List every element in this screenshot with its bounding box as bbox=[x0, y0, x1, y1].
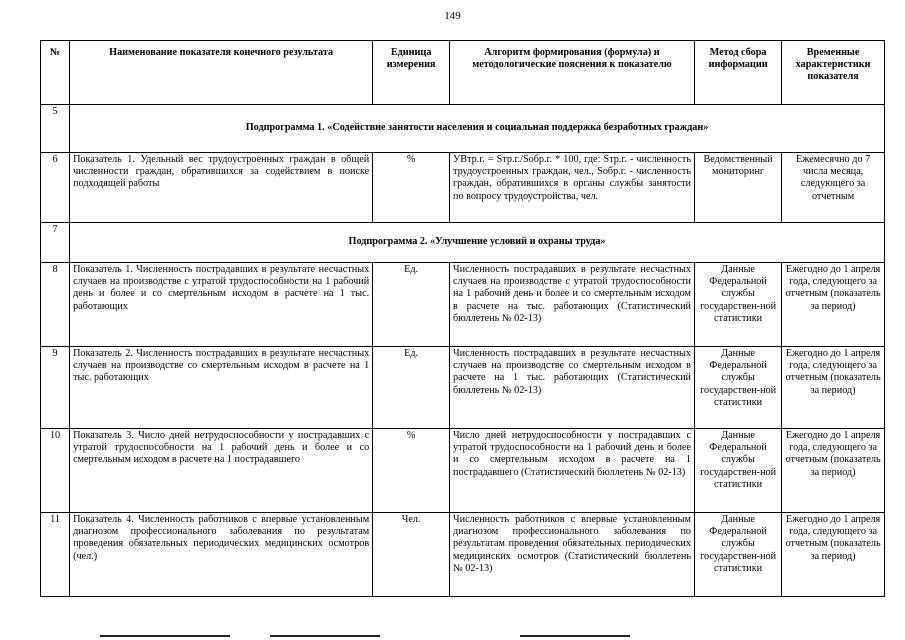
indicator-name: Показатель 1. Численность пострадавших в результате несчастных случаев на производстве с утратой трудоспособности на 1 рабочий день и более и со смертельным исходом в расчете на 1 тыс. работающих bbox=[70, 263, 373, 347]
indicator-unit: Чел. bbox=[373, 513, 450, 597]
header-time: Временные характеристики показателя bbox=[782, 41, 885, 105]
table-header-row bbox=[41, 41, 885, 105]
row-number: 8 bbox=[41, 263, 70, 347]
indicator-method: Ведомственный мониторинг bbox=[694, 153, 781, 223]
indicator-algorithm: Численность пострадавших в результате несчастных случаев на производстве с утратой трудоспособности на 1 рабочий день и более и со смертельным исходом в расчете на тыс. работающих (Статистический бюллетень № 02-13) bbox=[450, 263, 695, 347]
indicator-method: Данные Федеральной службы государствен-ной статистики bbox=[694, 347, 781, 429]
indicator-time: Ежегодно до 1 апреля года, следующего за отчетным (показатель за период) bbox=[782, 347, 885, 429]
subprogram-row bbox=[41, 223, 885, 263]
indicator-algorithm: Число дней нетрудоспособности у пострадавших с утратой трудоспособности на 1 рабочий день и более и со смертельным исходом в расчете на 1 пострадавшего (Статистический бюллетень № 02-13) bbox=[450, 429, 695, 513]
indicator-unit: % bbox=[373, 429, 450, 513]
indicator-time: Ежегодно до 1 апреля года, следующего за отчетным (показатель за период) bbox=[782, 513, 885, 597]
indicator-method: Данные Федеральной службы государствен-ной статистики bbox=[694, 263, 781, 347]
row-number: 10 bbox=[41, 429, 70, 513]
row-number: 9 bbox=[41, 347, 70, 429]
subprogram-row bbox=[41, 105, 885, 153]
indicator-unit: Ед. bbox=[373, 347, 450, 429]
indicator-time: Ежегодно до 1 апреля года, следующего за отчетным (показатель за период) bbox=[782, 429, 885, 513]
indicator-unit: Ед. bbox=[373, 263, 450, 347]
table-row bbox=[41, 153, 885, 223]
indicator-name: Показатель 3. Число дней нетрудоспособности у пострадавших с утратой трудоспособности на 1 рабочий день и более и со смертельным исходом в расчете на 1 пострадавшего bbox=[70, 429, 373, 513]
row-number: 6 bbox=[41, 153, 70, 223]
table-row bbox=[41, 347, 885, 429]
indicator-algorithm: УВтр.г. = Sтр.г./Sобр.г. * 100, где: Sтр.г. - численность трудоустроенных граждан, чел., Sобр.г. - численность граждан, обратившихся в органы службы занятости по вопросу трудоустройства, чел. bbox=[450, 153, 695, 223]
indicator-table bbox=[40, 40, 885, 597]
table-row bbox=[41, 513, 885, 597]
scan-rule bbox=[520, 635, 630, 637]
indicator-method: Данные Федеральной службы государствен-ной статистики bbox=[694, 513, 781, 597]
scan-rule bbox=[270, 635, 380, 637]
indicator-name: Показатель 1. Удельный вес трудоустроенных граждан в общей численности граждан, обратившихся за содействием в поиске подходящей работы bbox=[70, 153, 373, 223]
indicator-method: Данные Федеральной службы государствен-ной статистики bbox=[694, 429, 781, 513]
indicator-name: Показатель 4. Численность работников с впервые установленным диагнозом профессионального заболевания по результатам проведения обязательных периодических медицинских осмотров (чел.) bbox=[70, 513, 373, 597]
row-number: 5 bbox=[41, 105, 70, 153]
header-no: № bbox=[41, 41, 70, 105]
page-number: 149 bbox=[444, 10, 461, 22]
indicator-unit: % bbox=[373, 153, 450, 223]
row-number: 7 bbox=[41, 223, 70, 263]
table-row bbox=[41, 429, 885, 513]
indicator-time: Ежемесячно до 7 числа месяца, следующего за отчетным bbox=[782, 153, 885, 223]
table-row bbox=[41, 263, 885, 347]
indicator-name: Показатель 2. Численность пострадавших в результате несчастных случаев на производстве со смертельным исходом в расчете на 1 тыс. работающих bbox=[70, 347, 373, 429]
header-unit: Единица измерения bbox=[373, 41, 450, 105]
indicator-algorithm: Численность пострадавших в результате несчастных случаев на производстве со смертельным исходом в расчете на 1 тыс. работающих (Статистический бюллетень № 02-13) bbox=[450, 347, 695, 429]
subprogram-title: Подпрограмма 2. «Улучшение условий и охраны труда» bbox=[70, 223, 885, 263]
row-number: 11 bbox=[41, 513, 70, 597]
indicator-algorithm: Численность работников с впервые установленным диагнозом профессионального заболевания по результатам проведения обязательных периодических медицинских осмотров (Статистический бюллетень № 02-13) bbox=[450, 513, 695, 597]
scan-rule bbox=[100, 635, 230, 637]
header-algorithm: Алгоритм формирования (формула) и методологические пояснения к показателю bbox=[450, 41, 695, 105]
header-method: Метод сбора информации bbox=[694, 41, 781, 105]
subprogram-title: Подпрограмма 1. «Содействие занятости населения и социальная поддержка безработных граждан» bbox=[70, 105, 885, 153]
indicator-time: Ежегодно до 1 апреля года, следующего за отчетным (показатель за период) bbox=[782, 263, 885, 347]
header-name: Наименование показателя конечного результата bbox=[70, 41, 373, 105]
